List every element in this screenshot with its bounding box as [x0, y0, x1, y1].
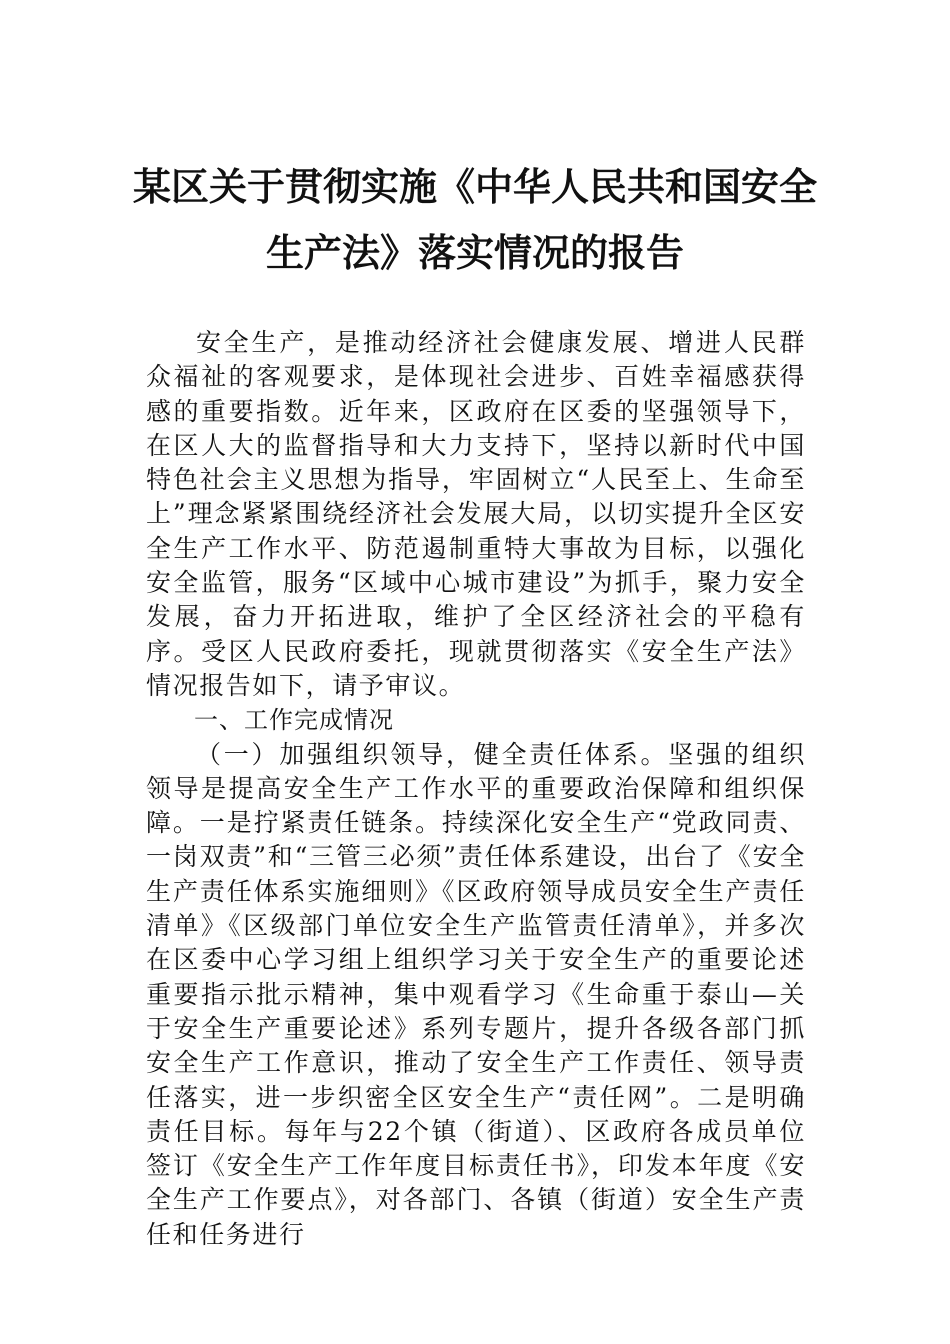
document-body: [146, 326, 806, 1252]
section-heading-work-completion: 一、工作完成情况: [194, 706, 394, 735]
document-title-line-2: 生产法》落实情况的报告: [265, 230, 684, 275]
subsection-lead: （一）加强组织领导，健全责任体系。: [196, 739, 669, 769]
intro-paragraph: 安全生产，是推动经济社会健康发展、增进人民群众福祉的客观要求，是体现社会进步、百姓幸福感获得感的重要指数。近年来，区政府在区委的坚强领导下，在区人大的监督指导和大力支持下，坚持以新时代中国特色社会主义思想为指导，牢固树立“人民至上、生命至上”理念紧紧围绕经济社会发展大局，以切实提升全区安全生产工作水平、防范遏制重特大事故为目标，以强化安全监管，服务“区域中心城市建设”为抓手，聚力安全发展，奋力开拓进取，维护了全区经济社会的平稳有序。受区人民政府委托，现就贯彻落实《安全生产法》情况报告如下，请予审议。: [146, 328, 806, 700]
subsection-text: 坚强的组织领导是提高安全生产工作水平的重要政治保障和组织保障。一是拧紧责任链条。持续深化安全生产“党政同责、一岗双责”和“三管三必须”责任体系建设，出台了《安全生产责任体系实施细则》《区政府领导成员安全生产责任清单》《区级部门单位安全生产监管责任清单》，并多次在区委中心学习组上组织学习关于安全生产的重要论述重要指示批示精神，集中观看学习《生命重于泰山—关于安全生产重要论述》系列专题片，提升各级各部门抓安全生产工作意识，推动了安全生产工作责任、领导责任落实，进一步织密全区安全生产“责任网”。二是明确责任目标。每年与22个镇（街道）、区政府各成员单位签订《安全生产工作年度目标责任书》，印发本年度《安全生产工作要点》，对各部门、各镇（街道）安全生产责任和任务进行: [146, 739, 806, 1249]
subsection-paragraph: [146, 738, 806, 1252]
document-title-line-1: 某区关于贯彻实施《中华人民共和国安全: [132, 164, 817, 209]
